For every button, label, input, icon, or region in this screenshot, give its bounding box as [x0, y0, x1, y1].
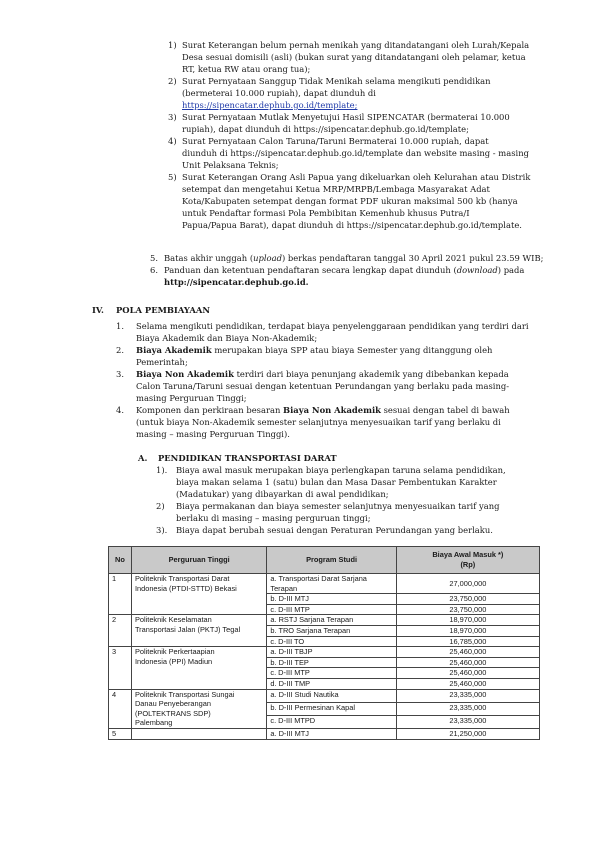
cell-program — [267, 657, 396, 668]
sub-item-marker: 3) — [168, 112, 177, 122]
table-row — [109, 647, 540, 658]
cell-no: 4 — [109, 689, 132, 728]
section-iv-list — [116, 320, 556, 440]
school-name-line: Politeknik Transportasi Sungai — [134, 689, 235, 699]
program-line: Terapan — [270, 583, 298, 593]
financing-item-1 — [116, 320, 556, 344]
financing-item-4 — [116, 404, 556, 440]
sub-item-5 — [168, 171, 531, 231]
item-text: masing – masing Perguruan Tinggi). — [136, 429, 290, 439]
financing-item-3 — [116, 368, 556, 404]
school-name-line: (POLTEKTRANS SDP) — [134, 708, 211, 718]
item-marker: 6. — [150, 265, 158, 275]
item-text: Biaya permakanan dan biaya semester selanjutnya menyesuaikan tarif yang — [176, 501, 500, 511]
item-text: sesuai dengan tabel di bawah — [380, 405, 510, 415]
program-line: b. D-III Permesinan Kapal — [270, 702, 355, 712]
cell-fee: 23,750,000 — [396, 604, 539, 615]
program-line: a. RSTJ Sarjana Terapan — [270, 615, 354, 625]
cell-fee: 21,250,000 — [396, 728, 539, 739]
sub-item-text: Surat Keterangan belum pernah menikah yang ditandatangani oleh Lurah/Kepala — [182, 40, 530, 50]
item-text: terdiri dari biaya penunjang akademik yang dibebankan kepada — [233, 369, 509, 379]
cell-program — [267, 678, 396, 689]
item-text: (untuk biaya Non-Akademik semester selanjutnya menyesuaikan tarif yang berlaku di — [136, 417, 501, 427]
item-text: Biaya awal masuk merupakan biaya perlengkapan taruna selama pendidikan, — [176, 465, 506, 475]
item-text: Calon Taruna/Taruni sesuai dengan ketentuan Perundangan yang berlaku pada masing- — [136, 381, 510, 391]
cell-program — [267, 647, 396, 658]
item-text: merupakan biaya SPP atau biaya Semester yang ditanggung oleh — [211, 345, 493, 355]
table-row — [109, 728, 540, 739]
sub-item-text: (bermeterai 10.000 rupiah), dapat diunduh di — [182, 88, 376, 98]
header-program: Program Studi — [267, 547, 396, 574]
sub-item-text: diunduh di https://sipencatar.dephub.go.id/template dan website masing - masing — [182, 148, 529, 158]
item-text: ) pada — [497, 265, 525, 275]
cell-program — [267, 615, 396, 626]
item-marker: 1. — [116, 321, 124, 331]
requirements-items — [150, 252, 550, 288]
school-name-line: Palembang — [134, 718, 173, 728]
sub-item-marker: 5) — [168, 172, 177, 182]
item-marker: 2) — [156, 501, 165, 511]
program-line: a. D-III Studi Nautika — [270, 689, 339, 699]
cell-fee: 27,000,000 — [396, 574, 539, 594]
financing-item-2 — [116, 344, 556, 368]
program-line: b. D-III TEP — [270, 657, 309, 667]
header-fee — [396, 547, 539, 574]
cell-program — [267, 715, 396, 728]
table-row — [109, 615, 540, 626]
sub-item-marker: 1) — [168, 40, 177, 50]
item-text: Batas akhir unggah ( — [164, 253, 254, 263]
section-numeral: IV. — [92, 305, 104, 315]
item-marker: 5. — [150, 253, 158, 263]
program-line: a. D-III TBJP — [270, 647, 313, 657]
fee-table — [108, 546, 540, 740]
item-text: ) berkas pendaftaran tanggal 30 April 2021 pukul 23.59 WIB; — [281, 253, 544, 263]
school-name-line: Danau Penyeberangan — [134, 699, 211, 709]
cell-program — [267, 636, 396, 647]
cell-fee: 18,970,000 — [396, 625, 539, 636]
table-row — [109, 689, 540, 702]
table-header-row — [109, 547, 540, 574]
cell-program — [267, 689, 396, 702]
section-title: POLA PEMBIAYAAN — [116, 305, 211, 315]
cell-no: 5 — [109, 728, 132, 739]
item-text: (Madatukar) yang dibayarkan di awal pendidikan; — [176, 489, 389, 499]
item-text-italic: download — [456, 265, 498, 275]
item-marker: 3. — [116, 369, 124, 379]
template-download-link[interactable]: https://sipencatar.dephub.go.id/template; — [182, 100, 358, 110]
sub-item-marker: 4) — [168, 136, 177, 146]
item-5 — [150, 252, 550, 264]
cell-no: 1 — [109, 574, 132, 615]
cell-school — [131, 689, 266, 728]
subsection-title: PENDIDIKAN TRANSPORTASI DARAT — [158, 453, 337, 463]
cell-fee: 25,460,000 — [396, 668, 539, 679]
program-line: c. D-III MTP — [270, 604, 310, 614]
cell-fee: 23,750,000 — [396, 594, 539, 605]
sub-item-text: Desa sesuai domisili (asli) (bukan surat yang ditandatangani oleh pelamar, ketua — [182, 52, 526, 62]
cell-fee: 23,335,000 — [396, 689, 539, 702]
school-name-line: Indonesia (PTDI-STTD) Bekasi — [134, 583, 237, 593]
sub-item-marker: 2) — [168, 76, 177, 86]
sub-item-3 — [168, 111, 528, 135]
sub-item-2 — [168, 75, 528, 111]
item-text: Biaya Akademik dan Biaya Non-Akademik; — [136, 333, 318, 343]
sub-item-text: setempat dan mengetahui Ketua MRP/MRPB/Lembaga Masyarakat Adat — [182, 184, 490, 194]
cell-fee: 23,335,000 — [396, 702, 539, 715]
item-text-italic: upload — [253, 253, 282, 263]
item-text: Panduan dan ketentuan pendaftaran secara lengkap dapat diunduh ( — [164, 265, 457, 275]
school-name-line: Politeknik Transportasi Darat — [134, 574, 230, 583]
item-term: Biaya Akademik — [136, 345, 212, 355]
school-name-line: Politeknik Keselamatan — [134, 615, 212, 625]
school-name-line: Indonesia (PPI) Madiun — [134, 656, 213, 666]
cell-program — [267, 604, 396, 615]
cell-fee: 25,460,000 — [396, 647, 539, 658]
program-line: a. D-III MTJ — [270, 728, 309, 738]
item-marker: 3). — [156, 525, 168, 535]
subsection-letter: A. — [138, 453, 148, 463]
program-line: a. Transportasi Darat Sarjana — [270, 574, 367, 583]
sub-item-text: untuk Pendaftar formasi Pola Pembibitan Kemenhub khusus Putra/I — [182, 208, 470, 218]
cell-fee: 25,460,000 — [396, 678, 539, 689]
cell-program — [267, 574, 396, 594]
item-term: Biaya Non Akademik — [283, 405, 381, 415]
school-name-line: Politeknik Perkertaapian — [134, 647, 215, 657]
item-marker: 2. — [116, 345, 124, 355]
item-6 — [150, 264, 550, 276]
sub-item-text: Papua/Papua Barat), dapat diunduh di https://sipencatar.dephub.go.id/template. — [182, 220, 522, 230]
item-text: Komponen dan perkiraan besaran — [136, 405, 284, 415]
header-school: Perguruan Tinggi — [131, 547, 266, 574]
cell-no: 3 — [109, 647, 132, 689]
cell-fee: 16,785,000 — [396, 636, 539, 647]
item-text: Pemerintah; — [136, 357, 188, 367]
item-marker: 4. — [116, 405, 124, 415]
item-text: Biaya dapat berubah sesuai dengan Peraturan Perundangan yang berlaku. — [176, 525, 493, 535]
cell-program — [267, 728, 396, 739]
item-text: biaya makan selama 1 (satu) bulan dan Masa Dasar Pembentukan Karakter — [176, 477, 497, 487]
sub-item-text: Unit Pelaksana Teknis; — [182, 160, 279, 170]
cell-program — [267, 625, 396, 636]
sub-item-text: Kota/Kabupaten setempat dengan format PDF ukuran maksimal 500 kb (hanya — [182, 196, 518, 206]
cell-school — [131, 615, 266, 647]
item-marker: 1). — [156, 465, 168, 475]
sub-item-4 — [168, 135, 528, 171]
cell-school — [131, 574, 266, 615]
item-text: masing Perguruan Tinggi; — [136, 393, 247, 403]
transport-item-2 — [156, 500, 546, 524]
table-row — [109, 574, 540, 594]
school-name-line: Transportasi Jalan (PKTJ) Tegal — [134, 624, 241, 634]
sipencatar-website-link[interactable]: http://sipencatar.dephub.go.id. — [164, 277, 309, 287]
program-line: c. D-III TO — [270, 636, 305, 646]
program-line: b. D-III MTJ — [270, 594, 309, 604]
header-no: No — [109, 547, 132, 574]
sub-item-text: Surat Pernyataan Sanggup Tidak Menikah selama mengikuti pendidikan — [182, 76, 491, 86]
transport-item-3 — [156, 524, 546, 536]
transport-item-1 — [156, 464, 546, 500]
cell-program — [267, 594, 396, 605]
sub-item-text: rupiah), dapat diunduh di https://sipencatar.dephub.go.id/template; — [182, 124, 469, 134]
sub-item-text: Surat Pernyataan Calon Taruna/Taruni Bermaterai 10.000 rupiah, dapat — [182, 136, 489, 146]
cell-program — [267, 702, 396, 715]
sub-item-text: Surat Pernyataan Mutlak Menyetujui Hasil SIPENCATAR (bermaterai 10.000 — [182, 112, 510, 122]
requirements-sub-list — [168, 39, 531, 231]
item-term: Biaya Non Akademik — [136, 369, 234, 379]
section-iv-heading — [92, 304, 211, 316]
item-text: berlaku di masing – masing perguruan tinggi; — [176, 513, 371, 523]
sub-item-text: Surat Keterangan Orang Asli Papua yang dikeluarkan oleh Kelurahan atau Distrik — [182, 172, 531, 182]
program-line: b. TRO Sarjana Terapan — [270, 625, 351, 635]
cell-school — [131, 647, 266, 689]
subsection-a-list — [156, 464, 546, 536]
cell-fee: 25,460,000 — [396, 657, 539, 668]
header-fee-line: Biaya Awal Masuk *) — [432, 550, 504, 560]
sub-item-1 — [168, 39, 528, 75]
subsection-a-heading — [138, 452, 337, 464]
cell-school — [131, 728, 266, 739]
program-line: c. D-III MTPD — [270, 715, 316, 725]
item-text: Selama mengikuti pendidikan, terdapat biaya penyelenggaraan pendidikan yang terdiri dari — [136, 321, 529, 331]
sub-item-text: RT, ketua RW atau orang tua); — [182, 64, 311, 74]
program-line: c. D-III MTP — [270, 668, 310, 678]
cell-program — [267, 668, 396, 679]
cell-fee: 23,335,000 — [396, 715, 539, 728]
cell-fee: 18,970,000 — [396, 615, 539, 626]
program-line: d. D-III TMP — [270, 678, 311, 688]
cell-no: 2 — [109, 615, 132, 647]
header-fee-unit: (Rp) — [460, 560, 476, 569]
